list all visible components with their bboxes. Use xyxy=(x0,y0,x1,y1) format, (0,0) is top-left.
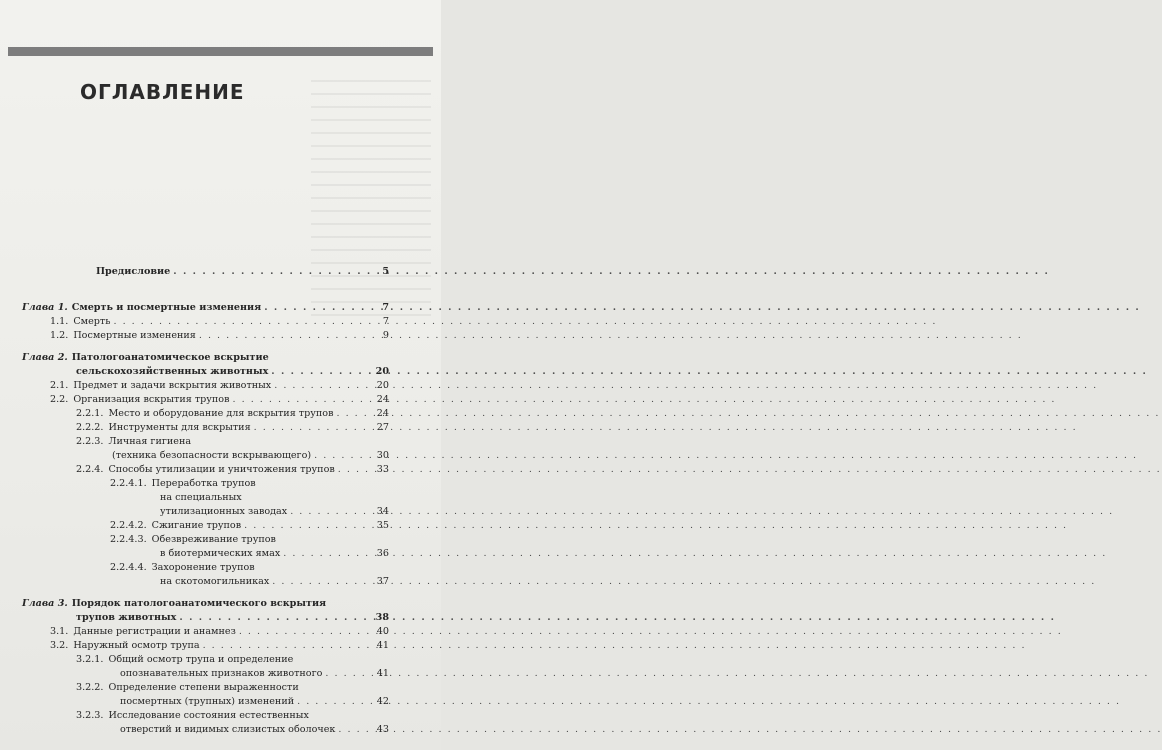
toc-entry-2-1[interactable]: 2.1. Предмет и задачи вскрытия животных . . . 20 xyxy=(50,379,389,393)
toc-entry-1-2[interactable]: 1.2. Посмертные изменения . . . 9 xyxy=(50,329,389,343)
toc-entry-2-2-1[interactable]: 2.2.1. Место и оборудование для вскрытия трупов . . . 24 xyxy=(76,407,389,421)
toc-entry-chapter-3-title[interactable]: Глава 3. Порядок патологоанатомического вскрытия xyxy=(22,598,327,609)
toc-entry-3-2-2-cont[interactable]: посмертных (трупных) изменений . . . 42 xyxy=(120,695,389,709)
toc-entry-2-2-4[interactable]: 2.2.4. Способы утилизации и уничтожения трупов . . . 33 xyxy=(76,463,389,477)
toc-entry-2-2-4-1-title[interactable]: 2.2.4.1. Переработка трупов xyxy=(110,478,256,489)
toc-entry-3-1[interactable]: 3.1. Данные регистрации и анамнез . . . 40 xyxy=(50,625,389,639)
toc-entry-2-2-4-3-title[interactable]: 2.2.4.3. Обезвреживание трупов xyxy=(110,534,276,545)
toc-entry-3-2-2-title[interactable]: 3.2.2. Определение степени выраженности xyxy=(76,682,299,693)
toc-entry-chapter-3-cont[interactable]: трупов животных . . . 38 xyxy=(76,611,389,625)
toc-entry-chapter-2-title[interactable]: Глава 2. Патологоанатомическое вскрытие xyxy=(22,352,269,363)
toc-entry-2-2-4-4-cont[interactable]: на скотомогильниках . . . 37 xyxy=(160,575,389,589)
toc-entry-3-2-3-title[interactable]: 3.2.3. Исследование состояния естественных xyxy=(76,710,309,721)
toc-entry-1-1[interactable]: 1.1. Смерть . . . 7 xyxy=(50,315,389,329)
toc-entry-2-2-4-1-cont2[interactable]: утилизационных заводах . . . 34 xyxy=(160,505,389,519)
toc-entry-2-2-2[interactable]: 2.2.2. Инструменты для вскрытия . . . 27 xyxy=(76,421,389,435)
toc-entry-2-2-4-4-title[interactable]: 2.2.4.4. Захоронение трупов xyxy=(110,562,255,573)
toc-entry-3-2-1-title[interactable]: 3.2.1. Общий осмотр трупа и определение xyxy=(76,654,294,665)
toc-entry-3-2-1-cont[interactable]: опознавательных признаков животного . . . 41 xyxy=(120,667,389,681)
toc-entry-2-2-4-1-cont: на специальных xyxy=(160,492,242,503)
toc-entry-chapter-2-cont[interactable]: сельскохозяйственных животных . . . 20 xyxy=(76,365,389,379)
toc-entry-3-2[interactable]: 3.2. Наружный осмотр трупа . . . 41 xyxy=(50,639,389,653)
toc-entry-2-2-3-title[interactable]: 2.2.3. Личная гигиена xyxy=(76,436,192,447)
toc-entry-2-2-4-2[interactable]: 2.2.4.2. Сжигание трупов . . . 35 xyxy=(110,519,389,533)
toc-entry-2-2-4-3-cont[interactable]: в биотермических ямах . . . 36 xyxy=(160,547,389,561)
show-through-text xyxy=(311,80,431,320)
toc-entry-preface[interactable]: Предисловие . . . 5 xyxy=(96,265,389,279)
toc-entry-2-2-3-cont[interactable]: (техника безопасности вскрывающего) . . . 30 xyxy=(112,449,389,463)
page-title: ОГЛАВЛЕНИЕ xyxy=(80,80,245,104)
header-rule xyxy=(8,47,433,56)
toc-entry-3-2-3-cont[interactable]: отверстий и видимых слизистых оболочек . . . 43 xyxy=(120,723,389,737)
book-page xyxy=(0,0,441,750)
toc-entry-2-2[interactable]: 2.2. Организация вскрытия трупов . . . 24 xyxy=(50,393,389,407)
toc-entry-chapter-1[interactable]: Глава 1. Смерть и посмертные изменения . . . 7 xyxy=(22,301,389,315)
